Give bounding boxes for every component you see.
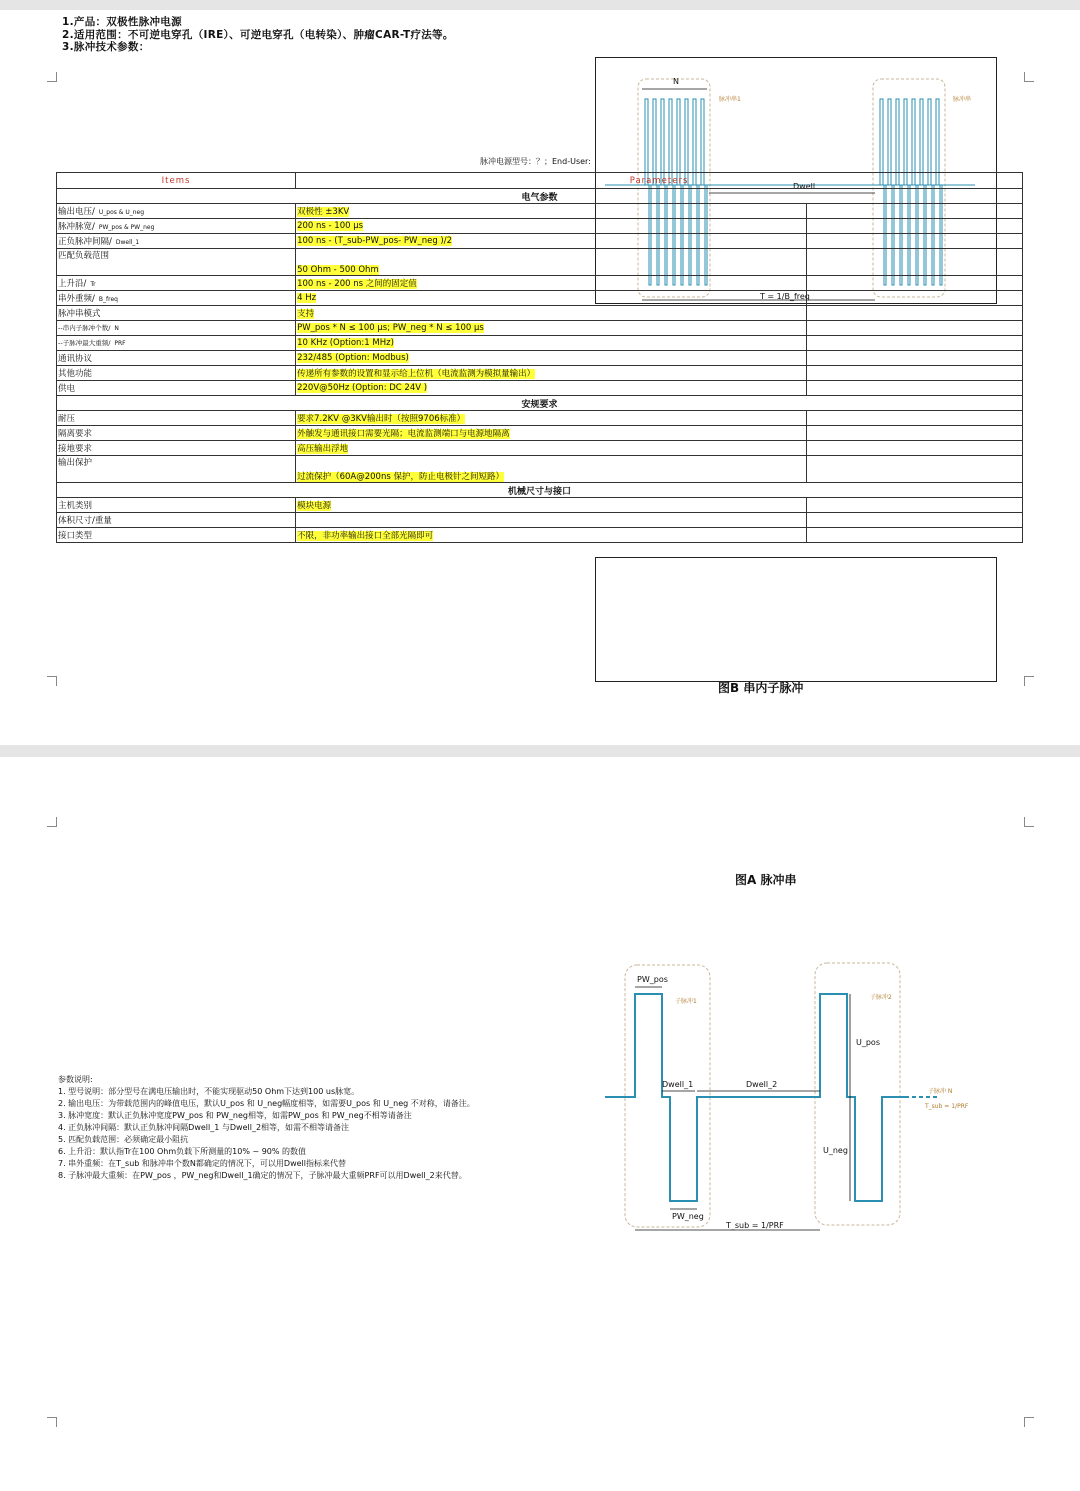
row-symbol: PRF: [114, 340, 126, 347]
row-extra-cell: [807, 204, 1023, 219]
pw-neg-label: PW_neg: [672, 1212, 704, 1221]
row-value: 高压输出浮地: [297, 444, 349, 454]
row-extra-cell: [807, 441, 1023, 456]
figure-b-lower-frame: [595, 557, 997, 682]
safety-rows: [57, 411, 1023, 483]
row-value: 模块电源: [297, 501, 332, 511]
table-row: [57, 381, 1023, 396]
model-line: 脉冲电源型号：？；End-User:: [480, 157, 591, 166]
mechanical-rows: [57, 498, 1023, 543]
row-value: 220V@50Hz (Option: DC 24V ): [297, 383, 428, 393]
row-value-cell: [296, 234, 807, 249]
row-label-cell: [57, 276, 296, 291]
note-item: 7. 串外重频：在T_sub 和脉冲串个数N都确定的情况下，可以用Dwell指标来代替: [58, 1159, 346, 1168]
figure-a-waveform: [600, 957, 1000, 1237]
row-value-cell: [296, 366, 807, 381]
row-label-cell: [57, 234, 296, 249]
crop-mark: [47, 817, 57, 827]
row-label-cell: [57, 381, 296, 396]
row-label: 上升沿/: [58, 279, 87, 289]
row-value: 200 ns - 100 μs: [297, 221, 364, 231]
row-symbol: PW_pos & PW_neg: [98, 224, 155, 231]
row-value-cell: [296, 249, 807, 276]
row-label: 脉冲脉宽/: [58, 222, 95, 232]
subpulse-n-label: 子脉冲 N: [928, 1088, 953, 1095]
intro-text: [62, 16, 454, 54]
row-label: 耐压: [58, 414, 76, 424]
row-label-cell: [57, 411, 296, 426]
note-item: 4. 正负脉冲间隔：默认正负脉冲间隔Dwell_1 与Dwell_2相等，如需不相等请备注: [58, 1123, 350, 1132]
row-symbol: U_pos & U_neg: [98, 209, 145, 216]
row-label: 接口类型: [58, 531, 93, 541]
n-label: N: [673, 77, 679, 86]
row-value-cell: [296, 528, 807, 543]
row-extra-cell: [807, 513, 1023, 528]
crop-mark: [47, 1417, 57, 1427]
intro-line: 2.适用范围：不可逆电穿孔（IRE）、可逆电穿孔（电转染）、肿瘤CAR-T疗法等。: [62, 28, 454, 41]
row-value: 232/485 (Option: Modbus): [297, 353, 409, 363]
row-label-cell: [57, 498, 296, 513]
crop-mark: [47, 72, 57, 82]
row-extra-cell: [807, 336, 1023, 351]
table-row: [57, 513, 1023, 528]
pulse-trace: [605, 994, 905, 1201]
table-row: [57, 336, 1023, 351]
row-label-cell: [57, 351, 296, 366]
row-symbol: Dwell_1: [115, 239, 140, 246]
row-label: 供电: [58, 384, 76, 394]
document-page-2: [0, 757, 1080, 1491]
dwell1-label: Dwell_1: [662, 1080, 694, 1089]
table-row: [57, 411, 1023, 426]
row-value-cell: [296, 441, 807, 456]
row-label-cell: [57, 456, 296, 483]
row-label: 输出保护: [58, 458, 93, 468]
u-pos-label: U_pos: [856, 1038, 880, 1047]
row-value-cell: [296, 351, 807, 366]
row-value-cell: [296, 306, 807, 321]
subpulse2-label: 子脉冲2: [870, 994, 892, 1001]
row-label: --串内子脉冲个数/: [58, 324, 111, 332]
crop-mark: [1024, 72, 1034, 82]
section-mechanical: 机械尺寸与接口: [57, 483, 1023, 498]
row-label: --子脉冲最大重频/: [58, 339, 111, 347]
row-extra-cell: [807, 291, 1023, 306]
row-extra-cell: [807, 426, 1023, 441]
note-item: 2. 输出电压：为带载范围内的峰值电压，默认U_pos 和 U_neg幅度相等，如需要U_pos 和 U_neg 不对称，请备注。: [58, 1099, 475, 1108]
row-value: 10 KHz (Option:1 MHz): [297, 338, 394, 348]
figure-a-caption: 图A 脉冲串: [735, 873, 797, 887]
row-value: 要求7.2KV @3KV输出时（按照9706标准）: [297, 414, 466, 424]
row-label-cell: [57, 528, 296, 543]
row-label-cell: [57, 291, 296, 306]
row-label-cell: [57, 513, 296, 528]
intro-line: 1.产品：双极性脉冲电源: [62, 16, 182, 28]
row-label: 输出电压/: [58, 207, 95, 217]
row-label-cell: [57, 321, 296, 336]
table-row: [57, 528, 1023, 543]
row-value-cell: [296, 411, 807, 426]
row-value-cell: [296, 219, 807, 234]
row-value-cell: [296, 276, 807, 291]
row-value: 100 ns - 200 ns 之间的固定值: [297, 279, 417, 289]
subpulse1-label: 子脉冲1: [675, 998, 697, 1005]
row-value: 过流保护（60A@200ns 保护，防止电极针之间短路）: [297, 472, 504, 482]
dwell-label: Dwell: [793, 182, 816, 191]
row-value-cell: [296, 426, 807, 441]
row-value-cell: [296, 336, 807, 351]
burst2-label: 脉冲串: [953, 96, 972, 103]
row-label: 接地要求: [58, 444, 93, 454]
row-extra-cell: [807, 456, 1023, 483]
intro-line: 3.脉冲技术参数：: [62, 41, 150, 53]
row-label: 主机类别: [58, 501, 93, 511]
row-extra-cell: [807, 411, 1023, 426]
row-extra-cell: [807, 528, 1023, 543]
row-label-cell: [57, 336, 296, 351]
row-label: 匹配负载范围: [58, 251, 110, 261]
row-extra-cell: [807, 321, 1023, 336]
parameters-header: Parameters: [296, 173, 1023, 189]
note-item: 5. 匹配负载范围：必须确定最小阻抗: [58, 1135, 189, 1144]
viewer-top-gap: [0, 0, 1080, 10]
row-label: 通讯协议: [58, 354, 93, 364]
row-value: PW_pos * N ≤ 100 μs; PW_neg * N ≤ 100 μs: [297, 323, 484, 333]
items-header: Items: [57, 173, 296, 189]
row-extra-cell: [807, 249, 1023, 276]
row-label-cell: [57, 306, 296, 321]
crop-mark: [1024, 817, 1034, 827]
table-row: [57, 234, 1023, 249]
u-neg-label: U_neg: [823, 1146, 848, 1155]
row-symbol: Tr: [90, 281, 96, 288]
row-value-cell: [296, 381, 807, 396]
row-value-cell: [296, 456, 807, 483]
table-row: [57, 366, 1023, 381]
note-item: 6. 上升沿：默认指Tr在100 Ohm负载下所测量的10% ~ 90% 的数值: [58, 1147, 307, 1156]
row-value-cell: [296, 321, 807, 336]
row-extra-cell: [807, 234, 1023, 249]
row-value: 不限，非功率输出接口全部光隔即可: [297, 531, 434, 541]
row-value-cell: [296, 291, 807, 306]
row-label: 体积尺寸/重量: [58, 516, 112, 526]
note-item: 3. 脉冲宽度：默认正负脉冲宽度PW_pos 和 PW_neg相等，如需PW_pos 和 PW_neg不相等请备注: [58, 1111, 412, 1120]
table-row: [57, 498, 1023, 513]
table-row: [57, 219, 1023, 234]
document-page-1: [0, 10, 1080, 745]
row-label: 脉冲串模式: [58, 309, 101, 319]
row-extra-cell: [807, 219, 1023, 234]
table-row: [57, 204, 1023, 219]
row-value: 传递所有参数的设置和显示给上位机（电流监测为模拟量输出）: [297, 369, 536, 379]
parameter-table: [56, 172, 1023, 543]
row-extra-cell: [807, 498, 1023, 513]
table-row: [57, 321, 1023, 336]
subpulse-outline: [815, 963, 900, 1225]
row-symbol: B_freq: [98, 296, 118, 303]
table-row: [57, 351, 1023, 366]
section-safety: 安规要求: [57, 396, 1023, 411]
parameter-notes: [58, 1074, 475, 1182]
table-row: [57, 426, 1023, 441]
table-row: [57, 456, 1023, 483]
row-extra-cell: [807, 306, 1023, 321]
electrical-rows: [57, 204, 1023, 396]
row-label-cell: [57, 441, 296, 456]
row-label: 正负脉冲间隔/: [58, 237, 112, 247]
table-row: [57, 249, 1023, 276]
burst1-label: 脉冲串1: [719, 96, 741, 103]
row-extra-cell: [807, 381, 1023, 396]
row-symbol: N: [114, 325, 119, 332]
row-label-cell: [57, 426, 296, 441]
table-row: [57, 306, 1023, 321]
period-label: T = 1/B_freq: [760, 292, 810, 301]
dwell2-label: Dwell_2: [746, 1080, 778, 1089]
crop-mark: [47, 676, 57, 686]
note-item: 8. 子脉冲最大重频：在PW_pos ，PW_neg和Dwell_1确定的情况下，子脉冲最大重频PRF可以用Dwell_2来代替。: [58, 1171, 467, 1180]
crop-mark: [1024, 676, 1034, 686]
row-value: 双极性 ±3KV: [297, 207, 350, 217]
crop-mark: [1024, 1417, 1034, 1427]
row-value: 4 Hz: [297, 293, 317, 303]
row-label-cell: [57, 204, 296, 219]
row-label-cell: [57, 219, 296, 234]
row-extra-cell: [807, 276, 1023, 291]
prf-note: T_sub = 1/PRF: [925, 1103, 969, 1110]
row-label-cell: [57, 366, 296, 381]
pw-pos-label: PW_pos: [637, 975, 668, 984]
section-electrical: 电气参数: [57, 189, 1023, 204]
row-extra-cell: [807, 351, 1023, 366]
row-value: 100 ns - (T_sub-PW_pos- PW_neg )/2: [297, 236, 452, 246]
note-item: 1. 型号说明：部分型号在满电压输出时，不能实现驱动50 Ohm下达到100 us脉宽。: [58, 1087, 360, 1096]
table-row: [57, 276, 1023, 291]
table-row: [57, 441, 1023, 456]
row-value-cell: [296, 204, 807, 219]
row-label: 隔离要求: [58, 429, 93, 439]
row-label-cell: [57, 249, 296, 276]
row-value-cell: [296, 498, 807, 513]
t-sub-label: T_sub = 1/PRF: [726, 1221, 784, 1230]
row-label: 其他功能: [58, 369, 93, 379]
table-row: [57, 291, 1023, 306]
figure-b-caption: 图B 串内子脉冲: [718, 681, 804, 695]
row-value: 50 Ohm - 500 Ohm: [297, 265, 379, 275]
row-extra-cell: [807, 366, 1023, 381]
row-value: 支持: [297, 309, 315, 319]
row-value: 外触发与通讯接口需要光隔；电流监测端口与电源地隔离: [297, 429, 510, 439]
row-value-cell: [296, 513, 807, 528]
notes-title: 参数说明:: [58, 1075, 93, 1084]
row-label: 串外重频/: [58, 294, 95, 304]
